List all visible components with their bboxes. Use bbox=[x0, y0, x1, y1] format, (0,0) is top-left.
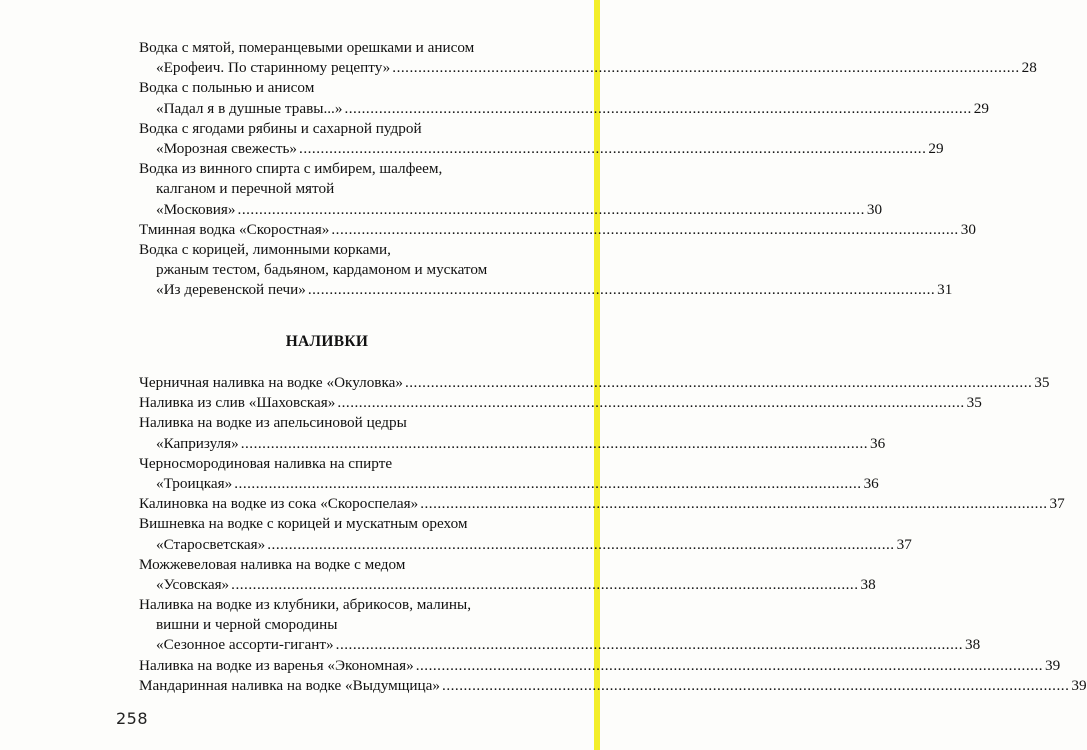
dot-leader bbox=[344, 99, 971, 119]
toc-entry bbox=[139, 595, 981, 656]
toc-entry-page-number: 39 bbox=[1071, 676, 1087, 694]
toc-entry bbox=[139, 119, 944, 159]
toc-entry-page-number: 28 bbox=[1021, 59, 1037, 77]
toc-entry-page-number: 36 bbox=[863, 474, 879, 492]
toc-entry-title: «Капризуля» bbox=[156, 434, 239, 452]
toc-entry-line: Наливка на водке из клубники, абрикосов, малины, bbox=[139, 596, 472, 614]
toc-entry-title: Калиновка на водке из сока «Скороспелая» bbox=[139, 495, 419, 513]
dot-leader bbox=[331, 220, 958, 240]
section-heading: НАЛИВКИ bbox=[285, 333, 369, 350]
toc-entry-line: Вишневка на водке с корицей и мускатным орехом bbox=[139, 515, 468, 533]
dot-leader bbox=[299, 139, 926, 159]
toc-entry-line: Водка с корицей, лимонными корками, bbox=[139, 240, 391, 258]
toc-entry bbox=[139, 38, 1037, 78]
toc-entry-line: Водка с ягодами рябины и сахарной пудрой bbox=[139, 119, 422, 137]
toc-entry bbox=[139, 555, 876, 595]
toc-entry-leader-line bbox=[139, 494, 1065, 514]
dot-leader bbox=[442, 676, 1069, 696]
dot-leader bbox=[337, 393, 964, 413]
toc-entry bbox=[139, 656, 1061, 676]
dot-leader bbox=[420, 494, 1047, 514]
toc-entry-leader-line bbox=[139, 575, 876, 595]
toc-entry-leader-line bbox=[139, 393, 982, 413]
toc-entry bbox=[139, 676, 1087, 696]
toc-entry-page-number: 38 bbox=[860, 575, 876, 593]
toc-entry-leader-line bbox=[139, 58, 1037, 78]
toc-entry-title: Наливка на водке из варенья «Экономная» bbox=[139, 656, 414, 674]
page-number: 258 bbox=[116, 709, 149, 728]
toc-entry-title: «Из деревенской печи» bbox=[156, 281, 306, 299]
toc-entry-title: «Морозная свежесть» bbox=[156, 139, 298, 157]
dot-leader bbox=[231, 575, 858, 595]
toc-entry-leader-line bbox=[139, 373, 1050, 393]
toc-entry-leader-line bbox=[139, 280, 953, 300]
toc-entry-leader-line bbox=[139, 656, 1061, 676]
toc-entry-title: Тминная водка «Скоростная» bbox=[139, 220, 330, 238]
toc-entry-line: ржаным тестом, бадьяном, кардамоном и мускатом bbox=[156, 261, 488, 279]
toc-entry-leader-line bbox=[139, 434, 886, 454]
dot-leader bbox=[416, 656, 1043, 676]
dot-leader bbox=[238, 200, 865, 220]
toc-entry-page-number: 39 bbox=[1045, 656, 1061, 674]
toc-entry-title: «Сезонное ассорти-гигант» bbox=[156, 636, 334, 654]
toc-entry-title: «Падал я в душные травы...» bbox=[156, 99, 343, 117]
dot-leader bbox=[234, 474, 861, 494]
toc-entry-line: Водка из винного спирта с имбирем, шалфеем, bbox=[139, 160, 443, 178]
toc-entry-page-number: 29 bbox=[928, 139, 944, 157]
toc-entry bbox=[139, 514, 912, 554]
toc-entry-title: «Усовская» bbox=[156, 575, 230, 593]
dot-leader bbox=[392, 58, 1019, 78]
toc-entry-line: Наливка на водке из апельсиновой цедры bbox=[139, 414, 407, 432]
toc-entry-line: калганом и перечной мятой bbox=[156, 180, 335, 198]
toc-entry-page-number: 30 bbox=[866, 200, 883, 218]
toc-entry bbox=[139, 393, 982, 413]
toc-entry bbox=[139, 240, 953, 301]
toc-entry-line: Водка с мятой, померанцевыми орешками и анисом bbox=[139, 39, 475, 56]
toc-entry-leader-line bbox=[139, 99, 989, 119]
dot-leader bbox=[241, 434, 868, 454]
vodka-contents-list bbox=[139, 38, 1037, 300]
toc-entry-leader-line bbox=[139, 474, 879, 494]
toc-entry-leader-line bbox=[139, 676, 1087, 696]
toc-entry-page-number: 36 bbox=[870, 434, 886, 452]
toc-entry-line: Водка с полынью и анисом bbox=[139, 79, 315, 97]
toc-entry-page-number: 30 bbox=[960, 220, 976, 238]
liqueur-contents-list bbox=[139, 373, 1087, 696]
dot-leader bbox=[336, 635, 963, 655]
toc-entry-page-number: 37 bbox=[896, 535, 912, 553]
toc-entry-page-number: 35 bbox=[1034, 374, 1050, 391]
toc-entry-title: «Ерофеич. По старинному рецепту» bbox=[156, 59, 391, 77]
toc-entry bbox=[139, 220, 976, 240]
toc-entry-leader-line bbox=[139, 200, 883, 220]
dot-leader bbox=[308, 280, 935, 300]
toc-entry bbox=[139, 373, 1050, 393]
toc-entry-title: «Троицкая» bbox=[156, 474, 233, 492]
toc-entry-line: Черносмородиновая наливка на спирте bbox=[139, 454, 393, 472]
dot-leader bbox=[267, 535, 894, 555]
toc-entry-title: «Московия» bbox=[156, 200, 236, 218]
toc-entry bbox=[139, 413, 886, 453]
toc-entry-leader-line bbox=[139, 139, 944, 159]
toc-entry-line: Можжевеловая наливка на водке с медом bbox=[139, 555, 406, 573]
toc-entry-leader-line bbox=[139, 535, 912, 555]
dot-leader bbox=[405, 373, 1032, 393]
toc-entry bbox=[139, 494, 1065, 514]
toc-entry bbox=[139, 159, 883, 220]
toc-entry-title: Наливка из слив «Шаховская» bbox=[139, 394, 336, 412]
toc-entry-line: вишни и черной смородины bbox=[156, 616, 338, 634]
toc-entry-page-number: 38 bbox=[964, 636, 981, 654]
toc-entry-page-number: 35 bbox=[966, 394, 982, 412]
toc-entry-title: Черничная наливка на водке «Окуловка» bbox=[139, 374, 403, 391]
toc-entry-leader-line bbox=[139, 220, 976, 240]
toc-entry bbox=[139, 78, 989, 118]
toc-entry bbox=[139, 454, 879, 494]
toc-entry-leader-line bbox=[139, 635, 981, 655]
toc-entry-page-number: 31 bbox=[937, 281, 953, 299]
toc-entry-title: «Старосветская» bbox=[156, 535, 266, 553]
toc-entry-page-number: 29 bbox=[973, 99, 989, 117]
toc-entry-title: Мандаринная наливка на водке «Выдумщица» bbox=[139, 676, 441, 694]
toc-entry-page-number: 37 bbox=[1049, 495, 1065, 513]
